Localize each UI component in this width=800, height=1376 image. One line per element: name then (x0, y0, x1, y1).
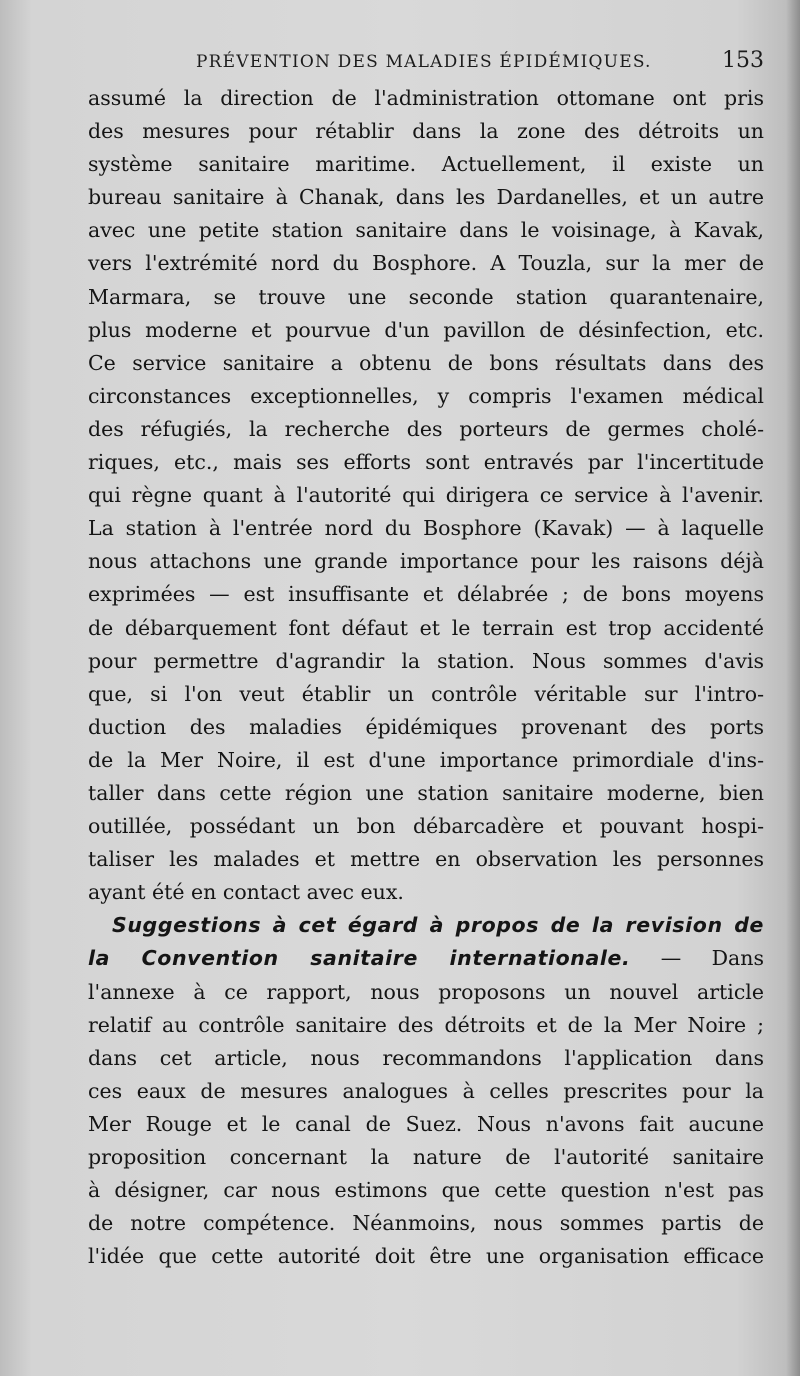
text-line: ces eaux de mesures analogues à celles prescrites pour la (88, 1078, 764, 1103)
text-line: dans cet article, nous recommandons l'application dans (88, 1045, 764, 1070)
text-line: de débarquement font défaut et le terrain est trop accidenté (88, 615, 764, 640)
text-line: outillée, possédant un bon débarcadère et pouvant hospi- (88, 814, 764, 839)
text-line: bureau sanitaire à Chanak, dans les Dardanelles, et un autre (88, 185, 764, 210)
section-heading-end: la Convention sanitaire internationale. (88, 946, 631, 971)
text-line: ayant été en contact avec eux. (88, 880, 404, 905)
text-line: relatif au contrôle sanitaire des détroits et de la Mer Noire ; (88, 1012, 764, 1037)
text-line: à désigner, car nous estimons que cette question n'est pas (88, 1178, 764, 1203)
section-heading-line (88, 942, 764, 975)
text-line: des mesures pour rétablir dans la zone des détroits un (88, 119, 764, 144)
text-line: des réfugiés, la recherche des porteurs de germes cholé- (88, 416, 764, 441)
paragraph-suggestions (88, 909, 764, 1273)
text-line: Marmara, se trouve une seconde station quarantenaire, (88, 284, 764, 309)
text-line: qui règne quant à l'autorité qui dirigera ce service à l'avenir. (88, 483, 764, 508)
heading-tail-text: — Dans (630, 946, 764, 971)
text-line: vers l'extrémité nord du Bosphore. A Touzla, sur la mer de (88, 251, 764, 276)
text-line: que, si l'on veut établir un contrôle véritable sur l'intro- (88, 681, 764, 706)
body-text (88, 82, 764, 1273)
running-header (196, 48, 764, 76)
section-heading-line: Suggestions à cet égard à propos de la revision de (112, 913, 764, 938)
text-line: proposition concernant la nature de l'autorité sanitaire (88, 1145, 764, 1169)
page-number: 153 (722, 48, 764, 73)
text-line: La station à l'entrée nord du Bosphore (Kavak) — à laquelle (88, 516, 764, 541)
text-line: plus moderne et pourvue d'un pavillon de désinfection, etc. (88, 317, 764, 342)
text-line: Mer Rouge et le canal de Suez. Nous n'avons fait aucune (88, 1111, 764, 1136)
text-line: avec une petite station sanitaire dans le voisinage, à Kavak, (88, 218, 764, 243)
text-line: riques, etc., mais ses efforts sont entravés par l'incertitude (88, 450, 764, 475)
text-line: assumé la direction de l'administration ottomane ont pris (88, 86, 764, 110)
running-title: PRÉVENTION DES MALADIES ÉPIDÉMIQUES. (196, 52, 652, 72)
text-line: nous attachons une grande importance pour les raisons déjà (88, 549, 764, 574)
text-line: de notre compétence. Néanmoins, nous sommes partis de (88, 1211, 764, 1236)
text-line: pour permettre d'agrandir la station. Nous sommes d'avis (88, 648, 764, 673)
paragraph-continued (88, 82, 764, 909)
page-edge-shadow (786, 0, 800, 1376)
text-line: taliser les malades et mettre en observation les personnes (88, 847, 764, 872)
text-line: exprimées — est insuffisante et délabrée ; de bons moyens (88, 582, 764, 607)
text-line: Ce service sanitaire a obtenu de bons résultats dans des (88, 350, 764, 375)
text-line: de la Mer Noire, il est d'une importance primordiale d'ins- (88, 747, 764, 772)
text-line: duction des maladies épidémiques provenant des ports (88, 714, 764, 739)
text-line: l'idée que cette autorité doit être une organisation efficace (88, 1244, 764, 1269)
text-line: circonstances exceptionnelles, y compris l'examen médical (88, 383, 764, 408)
text-line: taller dans cette région une station sanitaire moderne, bien (88, 780, 764, 805)
text-line: l'annexe à ce rapport, nous proposons un nouvel article (88, 979, 764, 1004)
text-line: système sanitaire maritime. Actuellement, il existe un (88, 152, 764, 177)
